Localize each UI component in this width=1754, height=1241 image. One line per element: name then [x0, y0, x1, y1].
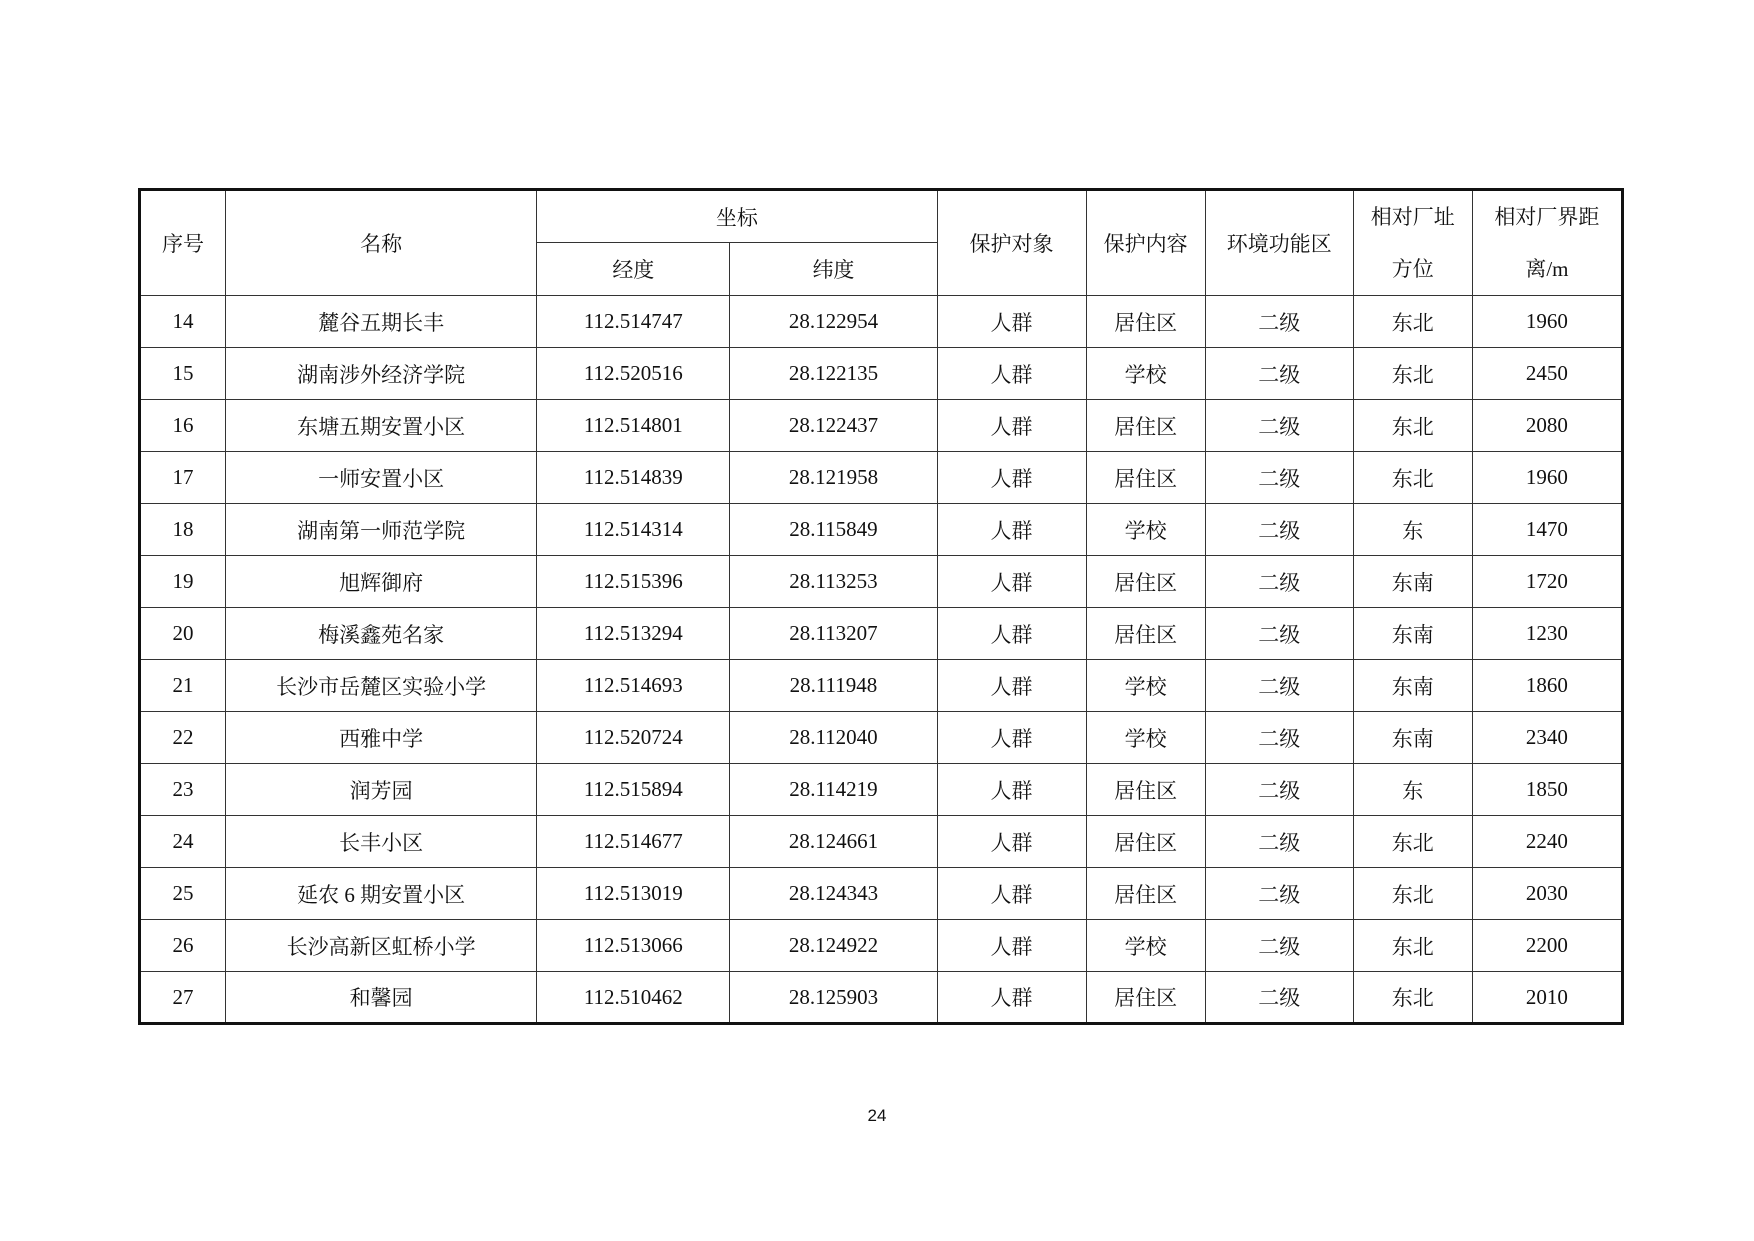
cell-index: 19: [140, 556, 226, 608]
cell-name: 梅溪鑫苑名家: [226, 608, 537, 660]
cell-name: 润芳园: [226, 764, 537, 816]
cell-content: 学校: [1086, 660, 1205, 712]
cell-latitude: 28.114219: [730, 764, 937, 816]
header-distance-line2: 离/m: [1525, 257, 1569, 281]
cell-zone: 二级: [1205, 556, 1353, 608]
cell-index: 26: [140, 920, 226, 972]
cell-zone: 二级: [1205, 504, 1353, 556]
cell-distance: 2080: [1472, 400, 1622, 452]
cell-target: 人群: [937, 400, 1086, 452]
cell-index: 17: [140, 452, 226, 504]
cell-longitude: 112.514801: [537, 400, 730, 452]
cell-distance: 1850: [1472, 764, 1622, 816]
table-header: [140, 190, 1623, 296]
header-direction: [1353, 190, 1472, 296]
cell-direction: 东北: [1353, 348, 1472, 400]
cell-target: 人群: [937, 556, 1086, 608]
cell-zone: 二级: [1205, 400, 1353, 452]
cell-latitude: 28.124922: [730, 920, 937, 972]
header-direction-line1: 相对厂址: [1370, 205, 1455, 229]
cell-name: 长沙市岳麓区实验小学: [226, 660, 537, 712]
cell-index: 22: [140, 712, 226, 764]
cell-name: 湖南第一师范学院: [226, 504, 537, 556]
cell-longitude: 112.513066: [537, 920, 730, 972]
header-content: 保护内容: [1086, 190, 1205, 296]
cell-zone: 二级: [1205, 348, 1353, 400]
header-coords: 坐标: [537, 190, 937, 243]
header-latitude: 纬度: [730, 243, 937, 296]
cell-name: 一师安置小区: [226, 452, 537, 504]
cell-latitude: 28.125903: [730, 972, 937, 1024]
cell-direction: 东北: [1353, 920, 1472, 972]
table-row: [140, 400, 1623, 452]
header-longitude: 经度: [537, 243, 730, 296]
table-row: [140, 972, 1623, 1024]
cell-target: 人群: [937, 348, 1086, 400]
cell-target: 人群: [937, 920, 1086, 972]
cell-content: 居住区: [1086, 816, 1205, 868]
table-row: [140, 608, 1623, 660]
cell-distance: 2240: [1472, 816, 1622, 868]
cell-latitude: 28.112040: [730, 712, 937, 764]
cell-distance: 2450: [1472, 348, 1622, 400]
cell-zone: 二级: [1205, 868, 1353, 920]
cell-name: 旭辉御府: [226, 556, 537, 608]
cell-index: 18: [140, 504, 226, 556]
cell-latitude: 28.115849: [730, 504, 937, 556]
cell-content: 居住区: [1086, 400, 1205, 452]
cell-distance: 1960: [1472, 452, 1622, 504]
cell-target: 人群: [937, 296, 1086, 348]
cell-target: 人群: [937, 608, 1086, 660]
header-index: 序号: [140, 190, 226, 296]
cell-content: 居住区: [1086, 296, 1205, 348]
header-direction-line2: 方位: [1391, 257, 1434, 281]
cell-direction: 东南: [1353, 556, 1472, 608]
cell-target: 人群: [937, 504, 1086, 556]
cell-latitude: 28.124343: [730, 868, 937, 920]
cell-name: 延农 6 期安置小区: [226, 868, 537, 920]
cell-longitude: 112.520516: [537, 348, 730, 400]
cell-latitude: 28.113207: [730, 608, 937, 660]
cell-target: 人群: [937, 868, 1086, 920]
cell-longitude: 112.515894: [537, 764, 730, 816]
cell-content: 学校: [1086, 712, 1205, 764]
cell-distance: 1230: [1472, 608, 1622, 660]
cell-direction: 东南: [1353, 712, 1472, 764]
cell-latitude: 28.113253: [730, 556, 937, 608]
cell-index: 14: [140, 296, 226, 348]
header-target: 保护对象: [937, 190, 1086, 296]
cell-index: 20: [140, 608, 226, 660]
cell-content: 学校: [1086, 348, 1205, 400]
cell-zone: 二级: [1205, 920, 1353, 972]
cell-direction: 东: [1353, 504, 1472, 556]
cell-latitude: 28.111948: [730, 660, 937, 712]
cell-target: 人群: [937, 452, 1086, 504]
sensitive-targets-table: [138, 188, 1624, 1025]
cell-content: 居住区: [1086, 868, 1205, 920]
cell-latitude: 28.124661: [730, 816, 937, 868]
table-row: [140, 660, 1623, 712]
table-row: [140, 712, 1623, 764]
cell-direction: 东南: [1353, 608, 1472, 660]
cell-latitude: 28.122437: [730, 400, 937, 452]
table-row: [140, 764, 1623, 816]
cell-direction: 东北: [1353, 868, 1472, 920]
cell-target: 人群: [937, 972, 1086, 1024]
cell-distance: 2200: [1472, 920, 1622, 972]
cell-name: 长沙高新区虹桥小学: [226, 920, 537, 972]
table-row: [140, 920, 1623, 972]
cell-zone: 二级: [1205, 608, 1353, 660]
cell-direction: 东北: [1353, 400, 1472, 452]
cell-name: 湖南涉外经济学院: [226, 348, 537, 400]
cell-zone: 二级: [1205, 972, 1353, 1024]
cell-longitude: 112.514839: [537, 452, 730, 504]
table-row: [140, 452, 1623, 504]
cell-distance: 1960: [1472, 296, 1622, 348]
cell-distance: 1860: [1472, 660, 1622, 712]
header-distance: [1472, 190, 1622, 296]
cell-zone: 二级: [1205, 296, 1353, 348]
cell-index: 15: [140, 348, 226, 400]
cell-direction: 东北: [1353, 816, 1472, 868]
table-row: [140, 504, 1623, 556]
cell-content: 居住区: [1086, 972, 1205, 1024]
cell-longitude: 112.513019: [537, 868, 730, 920]
cell-index: 16: [140, 400, 226, 452]
cell-longitude: 112.520724: [537, 712, 730, 764]
cell-distance: 2340: [1472, 712, 1622, 764]
cell-direction: 东: [1353, 764, 1472, 816]
cell-distance: 1470: [1472, 504, 1622, 556]
cell-longitude: 112.515396: [537, 556, 730, 608]
cell-name: 和馨园: [226, 972, 537, 1024]
cell-content: 居住区: [1086, 556, 1205, 608]
header-zone: 环境功能区: [1205, 190, 1353, 296]
cell-content: 居住区: [1086, 452, 1205, 504]
cell-content: 学校: [1086, 504, 1205, 556]
cell-index: 24: [140, 816, 226, 868]
page-number: 24: [867, 1106, 887, 1125]
cell-name: 长丰小区: [226, 816, 537, 868]
cell-index: 23: [140, 764, 226, 816]
cell-index: 25: [140, 868, 226, 920]
cell-direction: 东北: [1353, 972, 1472, 1024]
cell-name: 麓谷五期长丰: [226, 296, 537, 348]
cell-latitude: 28.122954: [730, 296, 937, 348]
cell-content: 学校: [1086, 920, 1205, 972]
cell-name: 东塘五期安置小区: [226, 400, 537, 452]
cell-zone: 二级: [1205, 816, 1353, 868]
cell-distance: 2010: [1472, 972, 1622, 1024]
table-row: [140, 296, 1623, 348]
cell-longitude: 112.514677: [537, 816, 730, 868]
cell-content: 居住区: [1086, 608, 1205, 660]
cell-zone: 二级: [1205, 452, 1353, 504]
cell-target: 人群: [937, 816, 1086, 868]
table-row: [140, 556, 1623, 608]
cell-content: 居住区: [1086, 764, 1205, 816]
cell-latitude: 28.122135: [730, 348, 937, 400]
cell-target: 人群: [937, 764, 1086, 816]
cell-longitude: 112.514747: [537, 296, 730, 348]
cell-distance: 2030: [1472, 868, 1622, 920]
cell-zone: 二级: [1205, 712, 1353, 764]
table-row: [140, 868, 1623, 920]
cell-target: 人群: [937, 660, 1086, 712]
cell-longitude: 112.514314: [537, 504, 730, 556]
header-name: 名称: [226, 190, 537, 296]
table-body: [140, 296, 1623, 1024]
table-row: [140, 348, 1623, 400]
cell-distance: 1720: [1472, 556, 1622, 608]
cell-zone: 二级: [1205, 660, 1353, 712]
cell-index: 21: [140, 660, 226, 712]
cell-direction: 东南: [1353, 660, 1472, 712]
cell-longitude: 112.513294: [537, 608, 730, 660]
cell-direction: 东北: [1353, 296, 1472, 348]
table-row: [140, 816, 1623, 868]
cell-target: 人群: [937, 712, 1086, 764]
cell-name: 西雅中学: [226, 712, 537, 764]
cell-direction: 东北: [1353, 452, 1472, 504]
cell-zone: 二级: [1205, 764, 1353, 816]
cell-longitude: 112.514693: [537, 660, 730, 712]
header-distance-line1: 相对厂界距: [1494, 205, 1600, 229]
cell-longitude: 112.510462: [537, 972, 730, 1024]
cell-index: 27: [140, 972, 226, 1024]
cell-latitude: 28.121958: [730, 452, 937, 504]
